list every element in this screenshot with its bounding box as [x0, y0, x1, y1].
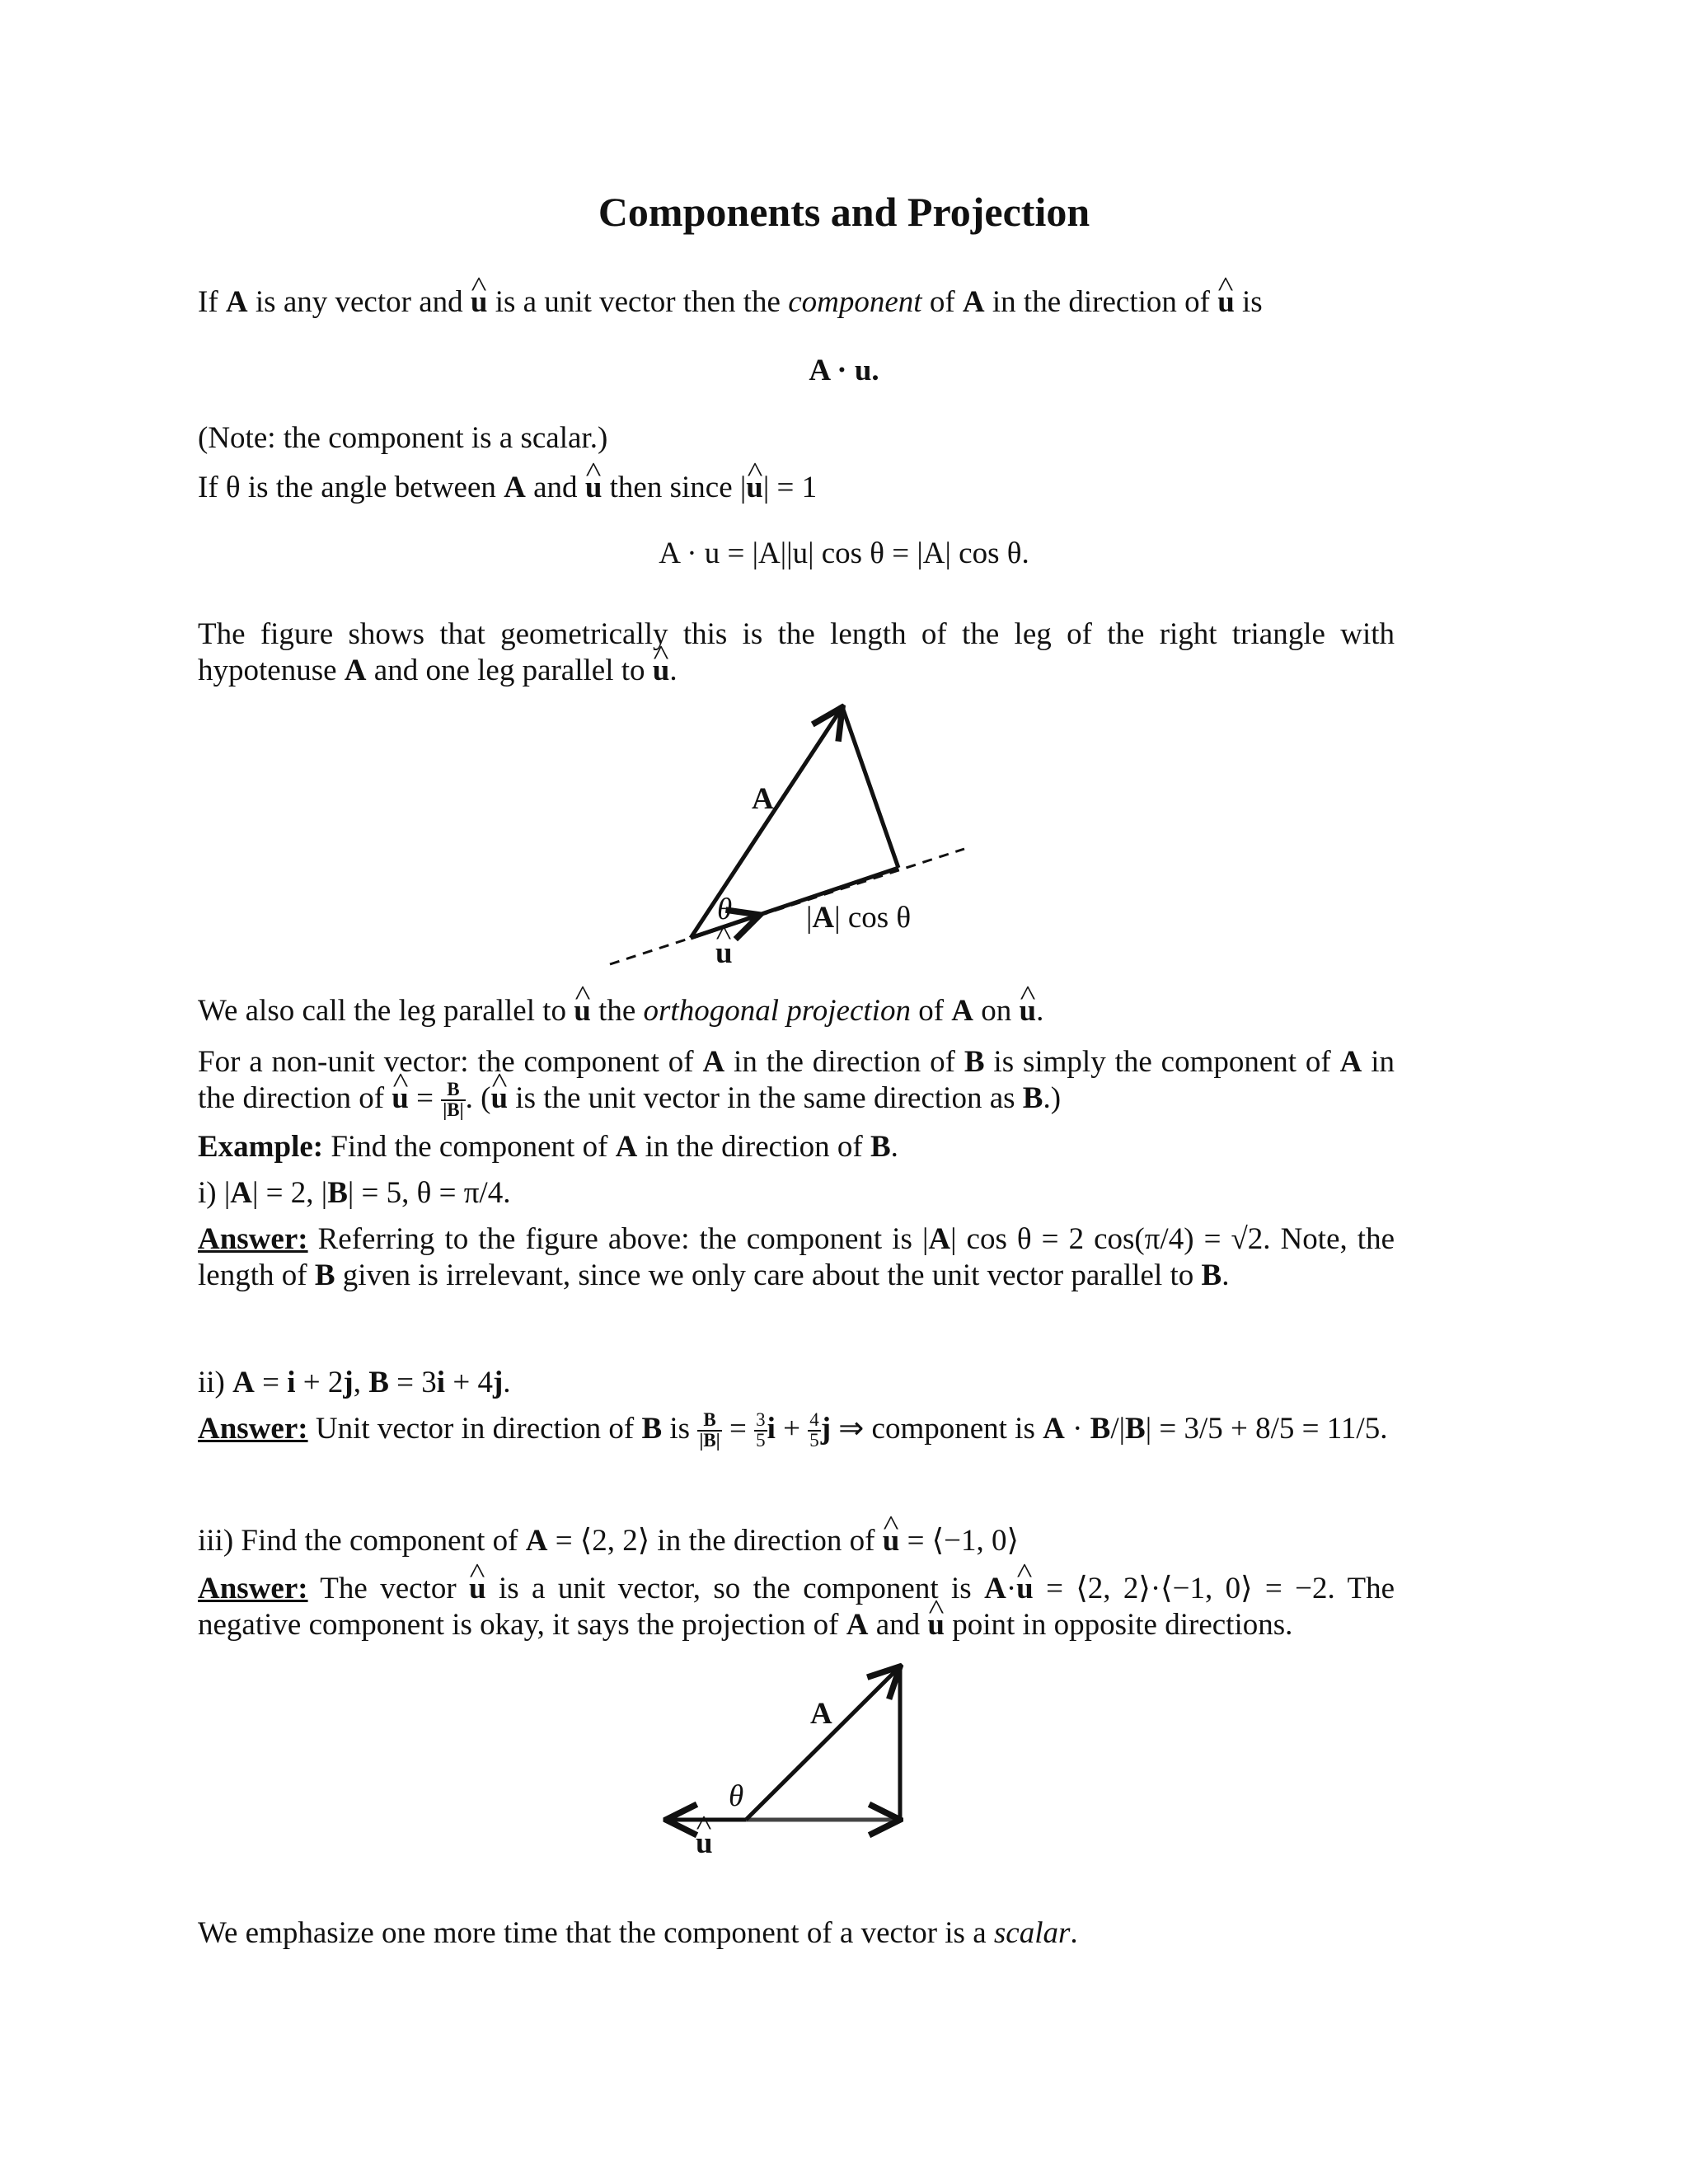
text: ⇒ component is	[831, 1412, 1043, 1446]
unit-vector-u: u ^	[490, 1080, 508, 1117]
text: = ⟨2, 2⟩·⟨−1, 0⟩ = −2. The negative component is okay, it says the projection of	[198, 1572, 1395, 1642]
text: + 2	[295, 1366, 344, 1399]
text: The vector	[307, 1572, 470, 1605]
fraction-denominator: 5	[756, 1430, 766, 1451]
vector-b: B	[1022, 1081, 1043, 1115]
text: is	[1234, 285, 1263, 319]
text: is a unit vector then the	[487, 285, 789, 319]
text: For a non-unit vector: the component of	[198, 1045, 703, 1079]
text: =	[408, 1081, 442, 1115]
fig1-label-theta: θ	[717, 893, 733, 926]
text: Referring to the figure above: the component is |	[307, 1222, 929, 1256]
vector-a-arrow	[746, 1666, 900, 1820]
text: and	[525, 471, 585, 504]
text: in the direction of	[984, 285, 1218, 319]
basis-j: j	[820, 1412, 832, 1446]
text: in the direction of	[637, 1130, 870, 1164]
vector-a: A	[230, 1176, 252, 1210]
text: iii) Find the component of	[198, 1524, 526, 1558]
closing-paragraph	[198, 1915, 1395, 1952]
text: = ⟨−1, 0⟩	[899, 1524, 1019, 1558]
basis-j: j	[343, 1366, 354, 1399]
unit-vector-u: u ^	[653, 653, 670, 689]
unit-vector-u: u ^	[1016, 1571, 1034, 1607]
vector-a: A	[225, 285, 248, 319]
text: ,	[353, 1366, 369, 1399]
fig2-label-u	[696, 1825, 713, 1861]
vector-b: B	[1201, 1258, 1222, 1292]
unit-vector-u: u ^	[1020, 993, 1037, 1029]
text: +	[775, 1412, 809, 1446]
text: the	[590, 994, 644, 1028]
basis-j: j	[492, 1366, 504, 1399]
text: ii)	[198, 1366, 233, 1399]
vector-b: B	[327, 1176, 348, 1210]
unit-vector-u: u ^	[574, 993, 591, 1029]
text: + 4	[445, 1366, 493, 1399]
vector-a: A	[928, 1222, 951, 1256]
fig2-label-a: A	[810, 1697, 832, 1731]
text: = ⟨2, 2⟩ in the direction of	[547, 1524, 883, 1558]
note-paragraph: (Note: the component is a scalar.)	[198, 421, 608, 455]
text: /|	[1110, 1412, 1126, 1446]
text: on	[973, 994, 1020, 1028]
unit-vector-u: u ^	[392, 1080, 409, 1117]
text: = 3	[388, 1366, 437, 1399]
text: If θ is the angle between	[198, 471, 504, 504]
equation-component: A · u.	[809, 354, 879, 387]
vector-a: A	[702, 1045, 725, 1079]
text: .	[1070, 1916, 1078, 1950]
vector-a: A	[344, 654, 367, 687]
vector-b: B	[368, 1366, 389, 1399]
vector-a: A	[615, 1130, 638, 1164]
fraction-denominator: |B|	[443, 1099, 464, 1121]
text: =	[254, 1366, 288, 1399]
equation-cos: A · u = |A||u| cos θ = |A| cos θ.	[659, 537, 1029, 570]
fraction-numerator: 3	[756, 1409, 766, 1431]
answer-label: Answer:	[198, 1572, 308, 1605]
text: .	[669, 654, 678, 687]
text: | cos θ	[834, 901, 912, 935]
text: i) |	[198, 1176, 231, 1210]
text: is	[662, 1412, 698, 1446]
answer-label: Answer:	[198, 1412, 308, 1446]
text: .	[1036, 994, 1044, 1028]
text: We also call the leg parallel to	[198, 994, 574, 1028]
text: is simply the component of	[984, 1045, 1340, 1079]
vector-a: A	[812, 901, 835, 935]
emphasis-orthogonal-projection: orthogonal projection	[643, 994, 911, 1028]
text: is a unit vector, so the component is	[485, 1572, 985, 1605]
text: and	[868, 1608, 928, 1642]
vector-b: B	[314, 1258, 335, 1292]
vector-b: B	[641, 1412, 663, 1446]
vector-a: A	[504, 471, 526, 504]
unit-vector-u: u ^	[927, 1607, 945, 1643]
vector-a: A	[525, 1524, 548, 1558]
vector-a: A	[984, 1572, 1006, 1605]
text: |	[806, 901, 813, 935]
unit-vector-u: u ^	[585, 470, 603, 506]
fig1-label-a: A	[752, 782, 774, 816]
vector-a: A	[1043, 1412, 1065, 1446]
vector-b: B	[870, 1130, 891, 1164]
text: | = 3/5 + 8/5 = 11/5.	[1145, 1412, 1388, 1446]
basis-i: i	[287, 1366, 296, 1399]
text: .)	[1043, 1081, 1062, 1115]
text: | = 5, θ = π/4.	[347, 1176, 511, 1210]
unit-vector-u: u ^	[883, 1523, 900, 1559]
text: of	[921, 285, 963, 319]
text: of	[910, 994, 952, 1028]
text: If	[198, 285, 226, 319]
fraction-numerator: B	[697, 1411, 721, 1432]
unit-vector-u: u ^	[1217, 284, 1235, 321]
text: in the direction of	[198, 1045, 1395, 1115]
unit-vector-u: u ^	[746, 470, 763, 506]
text: Unit vector in direction of	[307, 1412, 642, 1446]
text: .	[890, 1130, 898, 1164]
unit-vector-u: u ^	[696, 1825, 713, 1861]
fig2-label-theta: θ	[729, 1779, 744, 1813]
fraction-denominator: |B|	[699, 1430, 720, 1451]
vector-a: A	[1339, 1045, 1362, 1079]
fraction-numerator: 4	[809, 1409, 819, 1431]
vector-b: B	[964, 1045, 985, 1079]
text: ·	[1006, 1572, 1017, 1605]
emphasis-scalar: scalar	[993, 1916, 1071, 1950]
text: is the unit vector in the same direction as	[508, 1081, 1023, 1115]
emphasis-component: component	[788, 285, 922, 319]
text: point in opposite directions.	[945, 1608, 1293, 1642]
page-title: Components and Projection	[598, 189, 1090, 235]
answer-label: Answer:	[198, 1222, 308, 1256]
text: then since |	[602, 471, 747, 504]
text: | = 2, |	[252, 1176, 328, 1210]
unit-vector-u: u ^	[471, 284, 488, 321]
example-label: Example:	[198, 1130, 324, 1164]
basis-i: i	[436, 1366, 446, 1399]
text: and one leg parallel to	[366, 654, 653, 687]
vector-b: B	[1090, 1412, 1111, 1446]
text: .	[503, 1366, 511, 1399]
vector-a: A	[232, 1366, 255, 1399]
vector-b: B	[1125, 1412, 1146, 1446]
unit-vector-u: u ^	[715, 935, 733, 971]
text: given is irrelevant, since we only care about the unit vector parallel to	[335, 1258, 1202, 1292]
text: Find the component of	[323, 1130, 616, 1164]
unit-vector-u: u ^	[469, 1571, 486, 1607]
basis-i: i	[767, 1412, 776, 1446]
text: in the direction of	[724, 1045, 964, 1079]
vector-a: A	[846, 1608, 869, 1642]
text: | cos θ = 2 cos(π/4) = √2. Note, the length of	[198, 1222, 1395, 1292]
text: ·	[1064, 1412, 1090, 1446]
vector-a: A	[951, 994, 974, 1028]
text: =	[721, 1412, 755, 1446]
vector-a: A	[962, 285, 985, 319]
text: | = 1	[762, 471, 818, 504]
text: is any vector and	[247, 285, 471, 319]
fraction-numerator: B	[441, 1080, 465, 1101]
text: . (	[465, 1081, 491, 1115]
text: The figure shows that geometrically this is the length of the leg of the right triangle with hypotenuse	[198, 617, 1395, 687]
fraction-denominator: 5	[809, 1430, 819, 1451]
text: We emphasize one more time that the component of a vector is a	[198, 1916, 994, 1950]
text: .	[1221, 1258, 1230, 1292]
